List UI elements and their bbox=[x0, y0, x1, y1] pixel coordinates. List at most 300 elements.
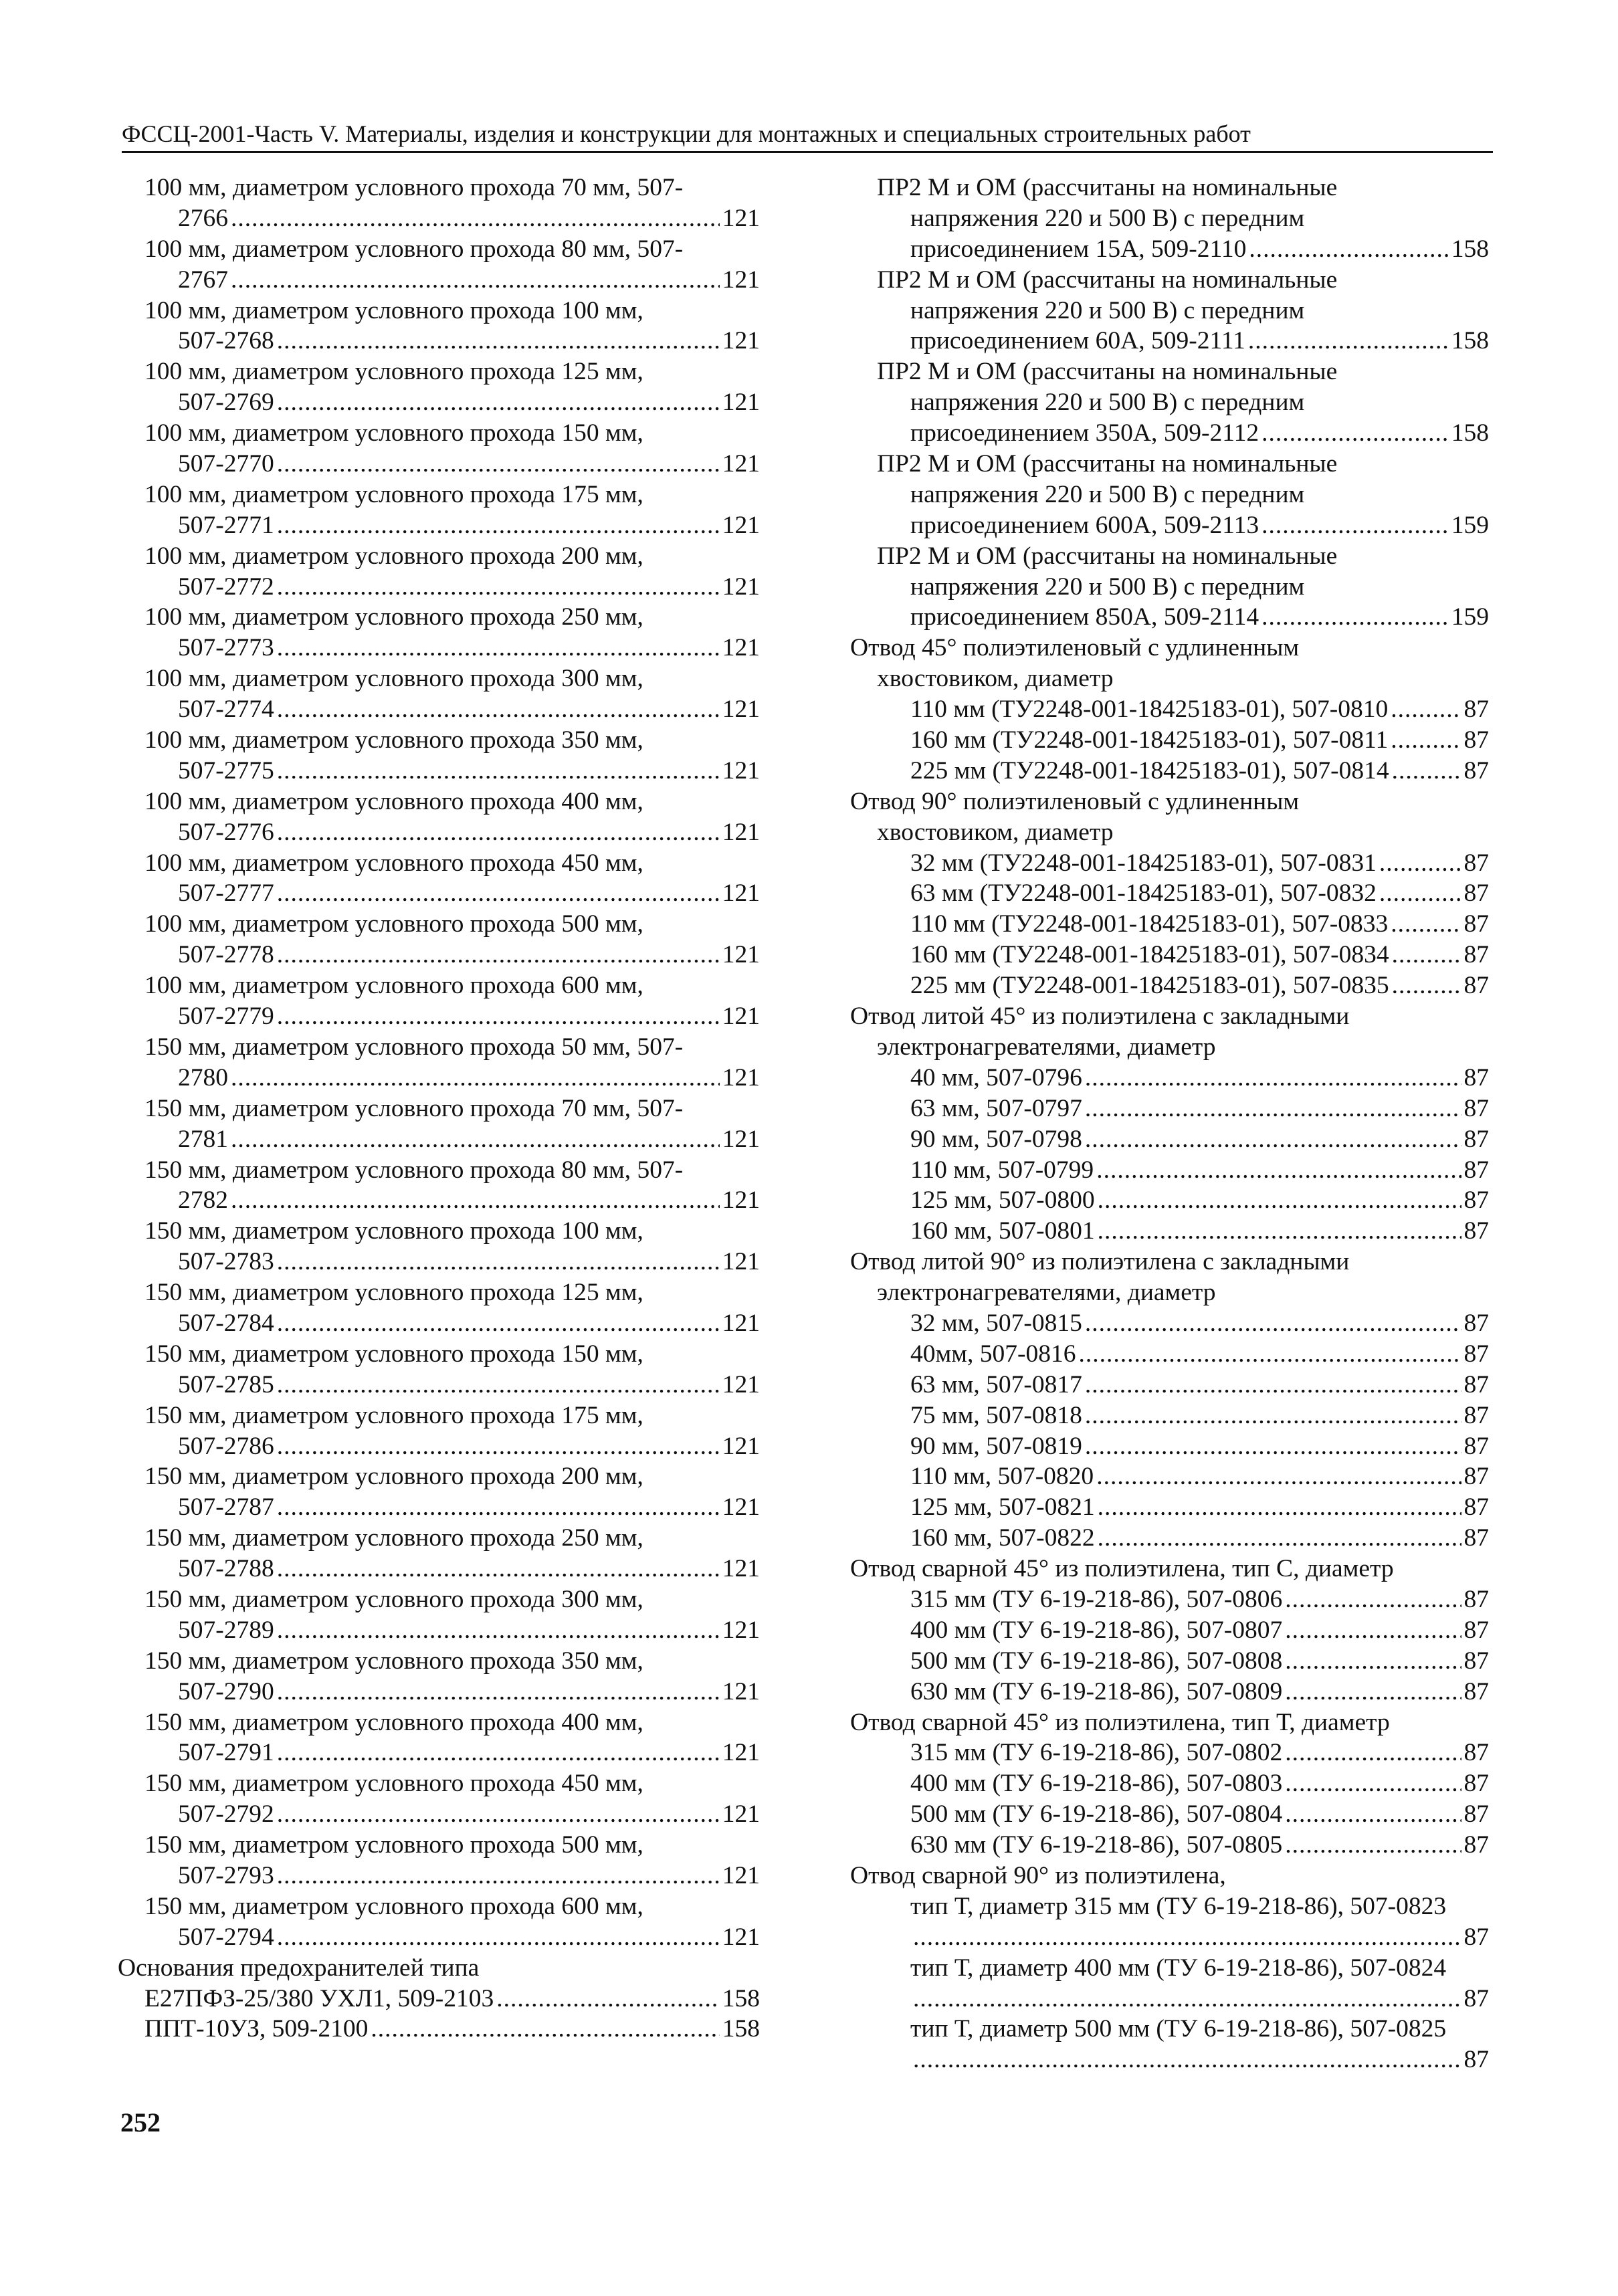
dot-leader bbox=[277, 1492, 720, 1523]
entry-text: Е27ПФЗ-25/380 УХЛ1, 509-2103 bbox=[144, 1984, 494, 2012]
index-entry-line bbox=[118, 1554, 760, 1584]
entry-text: 507-2772 bbox=[178, 572, 274, 601]
page-reference: 121 bbox=[722, 1800, 760, 1829]
page-reference: 87 bbox=[1463, 941, 1489, 969]
entry-text: 125 мм, 507-0800 bbox=[910, 1186, 1095, 1215]
index-entry-line: 150 мм, диаметром условного прохода 600 мм, bbox=[144, 1892, 643, 1920]
index-entry-line: 150 мм, диаметром условного прохода 400 мм, bbox=[144, 1708, 643, 1736]
index-entry-line bbox=[850, 1738, 1489, 1768]
dot-leader bbox=[277, 326, 720, 356]
dot-leader bbox=[1261, 602, 1449, 633]
entry-text: присоединением 350А, 509-2112 bbox=[910, 419, 1259, 447]
index-entry-line: 150 мм, диаметром условного прохода 500 мм, bbox=[144, 1831, 643, 1859]
index-entry-line bbox=[850, 1093, 1489, 1124]
index-entry-line bbox=[850, 725, 1489, 756]
entry-text: 507-2768 bbox=[178, 327, 274, 355]
index-entry-line: напряжения 220 и 500 В) с передним bbox=[910, 572, 1305, 601]
page-number: 252 bbox=[120, 2107, 161, 2137]
page-reference: 87 bbox=[1463, 1585, 1489, 1613]
index-entry-line: ПР2 М и ОМ (рассчитаны на номинальные bbox=[877, 542, 1338, 570]
index-entry-line: тип Т, диаметр 400 мм (ТУ 6-19-218-86), 507-0824 bbox=[910, 1954, 1447, 1982]
index-entry-line bbox=[118, 1124, 760, 1155]
index-entry-line bbox=[850, 1799, 1489, 1830]
dot-leader bbox=[231, 203, 720, 234]
page-reference: 121 bbox=[722, 1370, 760, 1398]
index-entry-line bbox=[118, 1861, 760, 1891]
dot-leader bbox=[1285, 1584, 1461, 1615]
entry-text: 315 мм (ТУ 6-19-218-86), 507-0802 bbox=[910, 1739, 1283, 1767]
dot-leader bbox=[231, 1063, 720, 1093]
index-entry-line: 100 мм, диаметром условного прохода 400 мм, bbox=[144, 787, 643, 815]
entry-text: присоединением 600А, 509-2113 bbox=[910, 511, 1259, 539]
dot-leader bbox=[1285, 1768, 1461, 1799]
entry-text: 160 мм (ТУ2248-001-18425183-01), 507-0834 bbox=[910, 941, 1389, 969]
dot-leader bbox=[1285, 1646, 1461, 1677]
page-reference: 121 bbox=[722, 204, 760, 232]
index-entry-line: Отвод литой 45° из полиэтилена с закладными bbox=[850, 1003, 1350, 1031]
page-reference: 87 bbox=[1463, 1217, 1489, 1245]
dot-leader bbox=[277, 1370, 720, 1400]
dot-leader bbox=[1249, 234, 1448, 265]
page-reference: 87 bbox=[1463, 910, 1489, 938]
index-entry-line bbox=[118, 1492, 760, 1523]
page-reference: 121 bbox=[722, 1186, 760, 1215]
index-entry-line bbox=[850, 1308, 1489, 1339]
dot-leader bbox=[277, 1738, 720, 1768]
index-entry-line bbox=[118, 1185, 760, 1216]
index-entry-line: Отвод 45° полиэтиленовый с удлиненным bbox=[850, 634, 1300, 662]
page-reference: 87 bbox=[1463, 1432, 1489, 1460]
index-entry-line bbox=[118, 2014, 760, 2045]
dot-leader bbox=[1285, 1738, 1461, 1768]
index-entry-line: Отвод сварной 90° из полиэтилена, bbox=[850, 1861, 1226, 1889]
entry-text: 507-2778 bbox=[178, 941, 274, 969]
entry-text: присоединением 850А, 509-2114 bbox=[910, 603, 1259, 631]
index-entry-line bbox=[850, 1370, 1489, 1400]
entry-text: присоединением 15А, 509-2110 bbox=[910, 235, 1247, 263]
index-entry-line: 100 мм, диаметром условного прохода 600 мм, bbox=[144, 972, 643, 1000]
index-entry-line bbox=[118, 1063, 760, 1093]
entry-text: 110 мм (ТУ2248-001-18425183-01), 507-0810 bbox=[910, 696, 1389, 724]
entry-text: 400 мм (ТУ 6-19-218-86), 507-0807 bbox=[910, 1616, 1283, 1644]
index-entry-line bbox=[850, 1124, 1489, 1155]
entry-text: 110 мм, 507-0820 bbox=[910, 1463, 1094, 1491]
entry-text: 160 мм (ТУ2248-001-18425183-01), 507-0811 bbox=[910, 726, 1389, 754]
index-entry-line: 100 мм, диаметром условного прохода 70 мм, 507- bbox=[144, 174, 684, 201]
index-entry-line: напряжения 220 и 500 В) с передним bbox=[910, 296, 1305, 324]
page-reference: 121 bbox=[722, 266, 760, 294]
index-entry-line: 100 мм, диаметром условного прохода 200 мм, bbox=[144, 542, 643, 570]
page-reference: 158 bbox=[722, 1984, 760, 2012]
running-header: ФССЦ-2001-Часть V. Материалы, изделия и конструкции для монтажных и специальных строительных работ bbox=[122, 118, 1493, 153]
dot-leader bbox=[1096, 1155, 1461, 1186]
dot-leader bbox=[1391, 694, 1461, 725]
dot-leader bbox=[1248, 326, 1449, 356]
entry-text: 63 мм, 507-0797 bbox=[910, 1094, 1082, 1122]
dot-leader bbox=[277, 694, 720, 725]
entry-text: 507-2777 bbox=[178, 879, 274, 908]
index-entry-line bbox=[850, 418, 1489, 449]
index-entry-line bbox=[118, 326, 760, 356]
entry-text: 507-2787 bbox=[178, 1493, 274, 1522]
index-entry-line bbox=[850, 1615, 1489, 1646]
index-entry-line: электронагревателями, диаметр bbox=[877, 1033, 1216, 1061]
page-reference: 87 bbox=[1463, 1493, 1489, 1522]
entry-text: 507-2790 bbox=[178, 1677, 274, 1705]
entry-text: 2766 bbox=[178, 204, 228, 232]
dot-leader bbox=[1098, 1492, 1461, 1523]
index-entry-line bbox=[118, 449, 760, 480]
index-entry-line bbox=[850, 1063, 1489, 1093]
index-entry-line bbox=[850, 940, 1489, 970]
dot-leader bbox=[1391, 909, 1461, 940]
index-entry-line: Отвод 90° полиэтиленовый с удлиненным bbox=[850, 787, 1300, 815]
dot-leader bbox=[1098, 1216, 1461, 1247]
dot-leader bbox=[277, 1001, 720, 1032]
dot-leader bbox=[1391, 725, 1461, 756]
page-reference: 87 bbox=[1463, 1340, 1489, 1368]
index-entry-line: 100 мм, диаметром условного прохода 450 мм, bbox=[144, 849, 643, 877]
dot-leader bbox=[496, 1984, 720, 2014]
entry-text: 225 мм (ТУ2248-001-18425183-01), 507-0814 bbox=[910, 756, 1389, 785]
dot-leader bbox=[1085, 1431, 1461, 1462]
page-reference: 121 bbox=[722, 1248, 760, 1276]
index-entry-line bbox=[850, 970, 1489, 1001]
page-reference: 87 bbox=[1463, 1125, 1489, 1153]
entry-text: 63 мм (ТУ2248-001-18425183-01), 507-0832 bbox=[910, 879, 1377, 908]
index-entry-line bbox=[118, 1799, 760, 1830]
index-entry-line bbox=[850, 1339, 1489, 1370]
entry-text: 507-2789 bbox=[178, 1616, 274, 1644]
dot-leader bbox=[1261, 418, 1449, 449]
page-reference: 121 bbox=[722, 1739, 760, 1767]
entry-text: 630 мм (ТУ 6-19-218-86), 507-0809 bbox=[910, 1677, 1283, 1705]
index-entry-line: 100 мм, диаметром условного прохода 80 мм, 507- bbox=[144, 235, 684, 263]
page-reference: 158 bbox=[722, 2015, 760, 2043]
index-entry-line: 150 мм, диаметром условного прохода 200 мм, bbox=[144, 1463, 643, 1491]
dot-leader bbox=[231, 265, 720, 296]
index-entry-line bbox=[850, 1155, 1489, 1186]
dot-leader bbox=[371, 2014, 719, 2045]
entry-text: 630 мм (ТУ 6-19-218-86), 507-0805 bbox=[910, 1831, 1283, 1859]
dot-leader bbox=[277, 387, 720, 418]
index-entry-line bbox=[118, 1001, 760, 1032]
dot-leader bbox=[1285, 1799, 1461, 1830]
entry-text: 2781 bbox=[178, 1125, 228, 1153]
index-entry-line: напряжения 220 и 500 В) с передним bbox=[910, 480, 1305, 508]
index-entry-line: электронагревателями, диаметр bbox=[877, 1279, 1216, 1307]
dot-leader bbox=[277, 633, 720, 663]
dot-leader bbox=[277, 572, 720, 603]
entry-text: 40мм, 507-0816 bbox=[910, 1340, 1076, 1368]
entry-text: 500 мм (ТУ 6-19-218-86), 507-0804 bbox=[910, 1800, 1283, 1829]
index-entry-line bbox=[118, 203, 760, 234]
page-reference: 87 bbox=[1463, 2046, 1489, 2074]
dot-leader bbox=[1261, 510, 1449, 541]
page-reference: 87 bbox=[1463, 1739, 1489, 1767]
index-entry-line: напряжения 220 и 500 В) с передним bbox=[910, 389, 1305, 417]
page-reference: 87 bbox=[1463, 1370, 1489, 1398]
page-reference: 87 bbox=[1463, 1094, 1489, 1122]
entry-text: 2782 bbox=[178, 1186, 228, 1215]
page-reference: 87 bbox=[1463, 1309, 1489, 1337]
index-entry-line bbox=[850, 1400, 1489, 1431]
dot-leader bbox=[277, 1431, 720, 1462]
page-reference: 121 bbox=[722, 1861, 760, 1889]
index-entry-line: Отвод литой 90° из полиэтилена с закладными bbox=[850, 1248, 1350, 1276]
page-reference: 121 bbox=[722, 1677, 760, 1705]
page-reference: 121 bbox=[722, 1003, 760, 1031]
entry-text: 507-2793 bbox=[178, 1861, 274, 1889]
dot-leader bbox=[1096, 1461, 1461, 1492]
page-reference: 121 bbox=[722, 941, 760, 969]
entry-text: 507-2786 bbox=[178, 1432, 274, 1460]
page-reference: 121 bbox=[722, 511, 760, 539]
dot-leader bbox=[1098, 1523, 1461, 1554]
index-entry-line bbox=[118, 1738, 760, 1768]
dot-leader bbox=[277, 817, 720, 848]
entry-text: 507-2784 bbox=[178, 1309, 274, 1337]
dot-leader bbox=[1392, 756, 1461, 787]
index-entry-line: 150 мм, диаметром условного прохода 150 мм, bbox=[144, 1340, 643, 1368]
page-reference: 121 bbox=[722, 1555, 760, 1583]
dot-leader bbox=[1085, 1370, 1461, 1400]
entry-text: 225 мм (ТУ2248-001-18425183-01), 507-0835 bbox=[910, 972, 1389, 1000]
dot-leader bbox=[913, 1984, 1461, 2014]
index-entry-line bbox=[118, 1247, 760, 1277]
index-entry-line: 100 мм, диаметром условного прохода 100 мм, bbox=[144, 296, 643, 324]
page-reference: 121 bbox=[722, 389, 760, 417]
page-reference: 87 bbox=[1463, 1831, 1489, 1859]
page-reference: 87 bbox=[1463, 1186, 1489, 1215]
dot-leader bbox=[1392, 940, 1461, 970]
index-entry-line bbox=[118, 1308, 760, 1339]
entry-text: 90 мм, 507-0798 bbox=[910, 1125, 1082, 1153]
index-entry-line bbox=[850, 510, 1489, 541]
page-reference: 121 bbox=[722, 818, 760, 846]
page-reference: 87 bbox=[1463, 1063, 1489, 1091]
index-entry-line bbox=[118, 817, 760, 848]
dot-leader bbox=[1085, 1093, 1461, 1124]
page-reference: 121 bbox=[722, 696, 760, 724]
index-entry-line bbox=[850, 756, 1489, 787]
index-entry-line: 150 мм, диаметром условного прохода 70 мм, 507- bbox=[144, 1094, 684, 1122]
page-reference: 87 bbox=[1463, 1463, 1489, 1491]
index-entry-line: 150 мм, диаметром условного прохода 450 мм, bbox=[144, 1770, 643, 1798]
index-column-left bbox=[118, 173, 760, 2045]
index-entry-line bbox=[118, 694, 760, 725]
dot-leader bbox=[913, 2045, 1461, 2075]
index-entry-line: Основания предохранителей типа bbox=[118, 1954, 480, 1982]
page-reference: 87 bbox=[1463, 756, 1489, 785]
index-entry-line bbox=[850, 1185, 1489, 1216]
entry-text: 160 мм, 507-0822 bbox=[910, 1524, 1095, 1552]
dot-leader bbox=[277, 878, 720, 909]
index-entry-line: Отвод сварной 45° из полиэтилена, тип С, диаметр bbox=[850, 1555, 1394, 1583]
page-reference: 121 bbox=[722, 1309, 760, 1337]
index-entry-line: 100 мм, диаметром условного прохода 300 мм, bbox=[144, 665, 643, 693]
entry-text: 507-2771 bbox=[178, 511, 274, 539]
index-entry-line: 100 мм, диаметром условного прохода 350 мм, bbox=[144, 726, 643, 754]
index-entry-line bbox=[850, 1492, 1489, 1523]
index-entry-line bbox=[118, 1922, 760, 1953]
dot-leader bbox=[277, 1861, 720, 1891]
page-reference: 87 bbox=[1463, 1647, 1489, 1675]
dot-leader bbox=[277, 510, 720, 541]
index-entry-line: хвостовиком, диаметр bbox=[877, 818, 1114, 846]
index-entry-line bbox=[118, 1431, 760, 1462]
index-column-right bbox=[850, 173, 1489, 2075]
entry-text: 507-2769 bbox=[178, 389, 274, 417]
index-entry-line: 150 мм, диаметром условного прохода 250 мм, bbox=[144, 1524, 643, 1552]
index-entry-line: 150 мм, диаметром условного прохода 175 мм, bbox=[144, 1401, 643, 1429]
index-entry-line bbox=[850, 2045, 1489, 2075]
page-reference: 87 bbox=[1463, 1770, 1489, 1798]
entry-text: 32 мм (ТУ2248-001-18425183-01), 507-0831 bbox=[910, 849, 1377, 877]
dot-leader bbox=[277, 1247, 720, 1277]
page-reference: 87 bbox=[1463, 726, 1489, 754]
entry-text: 63 мм, 507-0817 bbox=[910, 1370, 1082, 1398]
index-entry-line bbox=[850, 234, 1489, 265]
entry-text: 507-2774 bbox=[178, 696, 274, 724]
entry-text: 507-2794 bbox=[178, 1923, 274, 1951]
page-reference: 87 bbox=[1463, 1156, 1489, 1184]
index-entry-line: Отвод сварной 45° из полиэтилена, тип Т, диаметр bbox=[850, 1708, 1390, 1736]
dot-leader bbox=[231, 1185, 720, 1216]
index-entry-line bbox=[850, 878, 1489, 909]
entry-text: 507-2785 bbox=[178, 1370, 274, 1398]
page-reference: 87 bbox=[1463, 879, 1489, 908]
index-entry-line: 150 мм, диаметром условного прохода 100 мм, bbox=[144, 1217, 643, 1245]
index-entry-line bbox=[118, 940, 760, 970]
dot-leader bbox=[277, 1922, 720, 1953]
index-entry-line: 150 мм, диаметром условного прохода 125 мм, bbox=[144, 1279, 643, 1307]
index-entry-line: 100 мм, диаметром условного прохода 150 мм, bbox=[144, 419, 643, 447]
dot-leader bbox=[1379, 848, 1461, 879]
index-entry-line bbox=[850, 1677, 1489, 1707]
page-reference: 87 bbox=[1463, 1616, 1489, 1644]
entry-text: 507-2775 bbox=[178, 756, 274, 785]
entry-text: 75 мм, 507-0818 bbox=[910, 1401, 1082, 1429]
index-entry-line: 100 мм, диаметром условного прохода 175 мм, bbox=[144, 480, 643, 508]
entry-text: 32 мм, 507-0815 bbox=[910, 1309, 1082, 1337]
entry-text: 125 мм, 507-0821 bbox=[910, 1493, 1095, 1522]
entry-text: 40 мм, 507-0796 bbox=[910, 1063, 1082, 1091]
dot-leader bbox=[277, 449, 720, 480]
page-reference: 121 bbox=[722, 1616, 760, 1644]
dot-leader bbox=[277, 940, 720, 970]
index-entry-line: ПР2 М и ОМ (рассчитаны на номинальные bbox=[877, 266, 1338, 294]
page-reference: 159 bbox=[1451, 511, 1489, 539]
page-reference: 121 bbox=[722, 1493, 760, 1522]
index-entry-line: хвостовиком, диаметр bbox=[877, 665, 1114, 693]
dot-leader bbox=[1085, 1063, 1461, 1093]
page-reference: 87 bbox=[1463, 1524, 1489, 1552]
dot-leader bbox=[1285, 1677, 1461, 1707]
index-entry-line: ПР2 М и ОМ (рассчитаны на номинальные bbox=[877, 450, 1338, 478]
index-entry-line bbox=[118, 572, 760, 603]
index-entry-line bbox=[118, 1370, 760, 1400]
index-entry-line bbox=[850, 1922, 1489, 1953]
dot-leader bbox=[277, 1677, 720, 1707]
page-reference: 87 bbox=[1463, 1401, 1489, 1429]
index-entry-line bbox=[850, 1431, 1489, 1462]
index-entry-line bbox=[850, 1584, 1489, 1615]
page-reference: 121 bbox=[722, 756, 760, 785]
index-entry-line bbox=[850, 909, 1489, 940]
page-reference: 121 bbox=[722, 1063, 760, 1091]
index-entry-line: 100 мм, диаметром условного прохода 500 мм, bbox=[144, 910, 643, 938]
index-entry-line bbox=[118, 878, 760, 909]
entry-text: 500 мм (ТУ 6-19-218-86), 507-0808 bbox=[910, 1647, 1283, 1675]
index-entry-line: 150 мм, диаметром условного прохода 350 мм, bbox=[144, 1647, 643, 1675]
index-entry-line bbox=[850, 1768, 1489, 1799]
index-entry-line: напряжения 220 и 500 В) с передним bbox=[910, 204, 1305, 232]
entry-text: 507-2773 bbox=[178, 634, 274, 662]
dot-leader bbox=[1392, 970, 1461, 1001]
index-entry-line: 100 мм, диаметром условного прохода 125 мм, bbox=[144, 358, 643, 386]
dot-leader bbox=[231, 1124, 720, 1155]
index-entry-line bbox=[118, 387, 760, 418]
entry-text: 507-2792 bbox=[178, 1800, 274, 1829]
entry-text: 400 мм (ТУ 6-19-218-86), 507-0803 bbox=[910, 1770, 1283, 1798]
entry-text: 507-2783 bbox=[178, 1248, 274, 1276]
entry-text: 2780 bbox=[178, 1063, 228, 1091]
entry-text: 90 мм, 507-0819 bbox=[910, 1432, 1082, 1460]
entry-text: 315 мм (ТУ 6-19-218-86), 507-0806 bbox=[910, 1585, 1283, 1613]
index-entry-line: 150 мм, диаметром условного прохода 80 мм, 507- bbox=[144, 1156, 684, 1184]
page-reference: 159 bbox=[1451, 603, 1489, 631]
index-entry-line bbox=[850, 1646, 1489, 1677]
entry-text: 110 мм (ТУ2248-001-18425183-01), 507-0833 bbox=[910, 910, 1389, 938]
dot-leader bbox=[1379, 878, 1461, 909]
page-reference: 87 bbox=[1463, 1984, 1489, 2012]
entry-text: 507-2779 bbox=[178, 1003, 274, 1031]
page-reference: 87 bbox=[1463, 696, 1489, 724]
dot-leader bbox=[1085, 1400, 1461, 1431]
index-entry-line bbox=[118, 1677, 760, 1707]
index-entry-line bbox=[118, 510, 760, 541]
index-entry-line bbox=[850, 602, 1489, 633]
page-reference: 121 bbox=[722, 327, 760, 355]
dot-leader bbox=[1285, 1615, 1461, 1646]
page-reference: 121 bbox=[722, 1432, 760, 1460]
dot-leader bbox=[277, 1308, 720, 1339]
dot-leader bbox=[1085, 1124, 1461, 1155]
index-entry-line bbox=[118, 633, 760, 663]
index-entry-line bbox=[118, 1984, 760, 2014]
entry-text: 507-2788 bbox=[178, 1555, 274, 1583]
entry-text: 160 мм, 507-0801 bbox=[910, 1217, 1095, 1245]
index-entry-line: ПР2 М и ОМ (рассчитаны на номинальные bbox=[877, 358, 1338, 386]
page-reference: 121 bbox=[722, 572, 760, 601]
index-entry-line: ПР2 М и ОМ (рассчитаны на номинальные bbox=[877, 174, 1338, 201]
page-reference: 121 bbox=[722, 1125, 760, 1153]
index-entry-line bbox=[850, 1216, 1489, 1247]
index-entry-line bbox=[850, 848, 1489, 879]
page-reference: 87 bbox=[1463, 1923, 1489, 1951]
dot-leader bbox=[277, 1615, 720, 1646]
entry-text: ППТ-10УЗ, 509-2100 bbox=[144, 2015, 369, 2043]
dot-leader bbox=[1085, 1308, 1461, 1339]
page-reference: 87 bbox=[1463, 1800, 1489, 1829]
entry-text: 507-2776 bbox=[178, 818, 274, 846]
index-entry-line bbox=[118, 756, 760, 787]
entry-text: 507-2770 bbox=[178, 450, 274, 478]
index-entry-line bbox=[850, 1523, 1489, 1554]
index-entry-line bbox=[850, 694, 1489, 725]
index-entry-line: 150 мм, диаметром условного прохода 300 мм, bbox=[144, 1585, 643, 1613]
